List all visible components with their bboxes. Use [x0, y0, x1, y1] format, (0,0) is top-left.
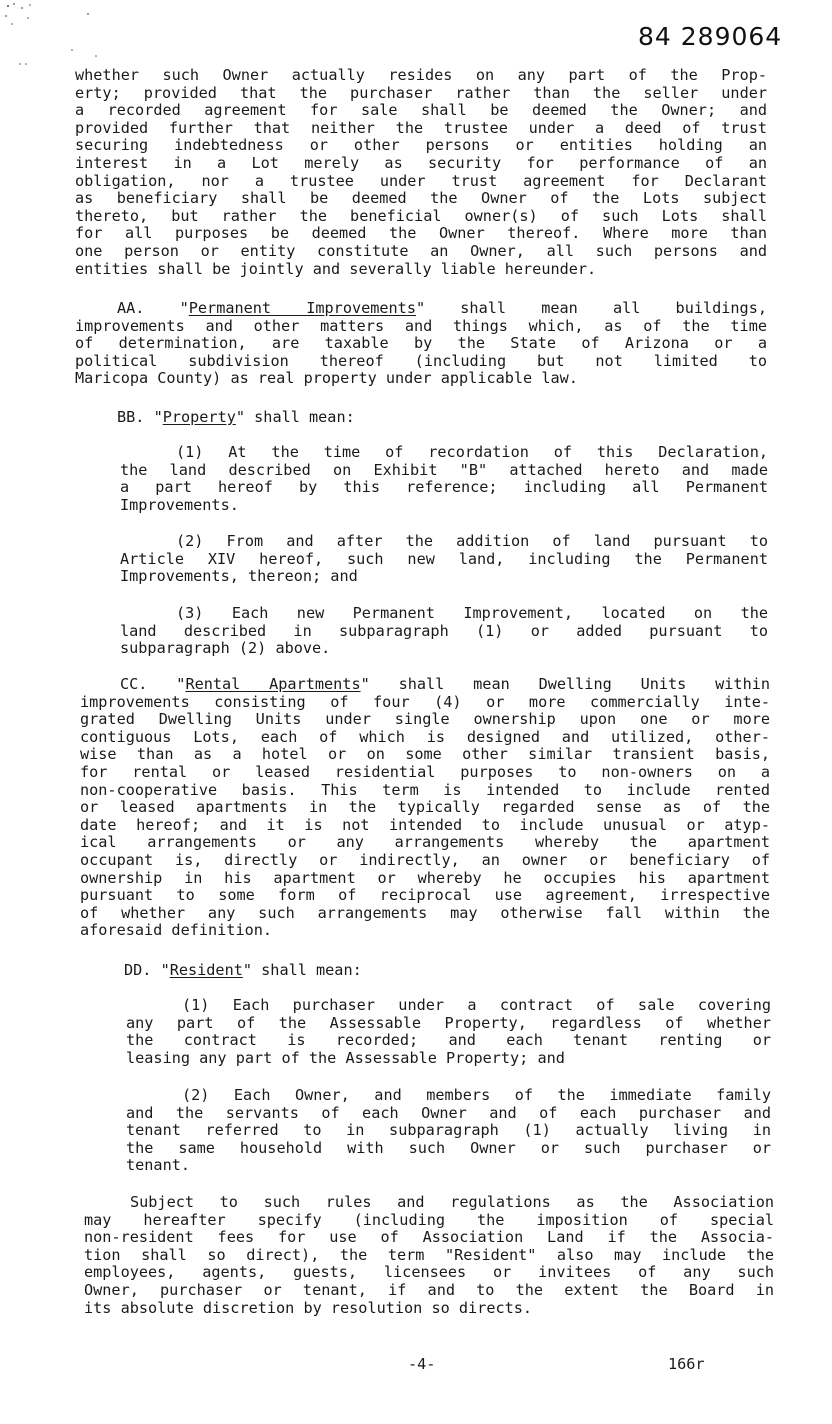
text-line: entities shall be jointly and severally liable hereunder.	[75, 260, 597, 278]
cc-prefix: CC. "	[120, 676, 186, 693]
text-line: provided further that neither the trustee under a deed of trust	[75, 119, 767, 137]
aa-first-rest: " shall mean all buildings,	[415, 300, 767, 317]
text-line: Improvements, thereon; and	[120, 568, 358, 586]
text-line: one person or entity constitute an Owner, all such persons and	[75, 242, 767, 260]
text-line: political subdivision thereof (including but not limited to	[75, 352, 767, 370]
text-line: leasing any part of the Assessable Property; and	[126, 1049, 565, 1067]
text-line: any part of the Assessable Property, regardless of whether	[126, 1014, 771, 1032]
document-number: 84 289064	[638, 22, 783, 51]
paragraph-bb-2	[120, 533, 768, 586]
text-line: Improvements.	[120, 496, 239, 514]
text-line: or leased apartments in the typically regarded sense as of the	[80, 799, 770, 817]
cc-first-line	[80, 676, 770, 694]
text-line: (1) At the time of recordation of this Declaration,	[176, 444, 768, 461]
text-line: date hereof; and it is not intended to include unusual or atyp-	[80, 816, 770, 834]
paragraph-dd-1	[126, 997, 771, 1067]
text-line: its absolute discretion by resolution so directs.	[84, 1299, 533, 1317]
text-line: aforesaid definition.	[80, 922, 273, 940]
text-line: Maricopa County) as real property under applicable law.	[75, 370, 578, 388]
text-line: tenant referred to in subparagraph (1) actually living in	[126, 1122, 771, 1140]
text-line: (2) Each Owner, and members of the immediate family	[182, 1087, 771, 1104]
text-line: of determination, are taxable by the State of Arizona or a	[75, 335, 767, 353]
text-line: Owner, purchaser or tenant, if and to the extent the Board in	[84, 1281, 774, 1299]
text-line: (3) Each new Permanent Improvement, located on the	[176, 605, 768, 622]
bb-prefix: BB. "	[117, 409, 163, 426]
text-line: pursuant to some form of reciprocal use agreement, irrespective	[80, 887, 770, 905]
cc-term: Rental Apartments	[185, 676, 361, 693]
text-line: for rental or leased residential purposes to non-owners on a	[80, 763, 770, 781]
text-line: tion shall so direct), the term "Resident" also may include the	[84, 1246, 774, 1264]
aa-first-line	[75, 300, 767, 318]
bb-term: Property	[162, 409, 236, 426]
text-line: contiguous Lots, each of which is designed and utilized, other-	[80, 728, 770, 746]
text-line: improvements consisting of four (4) or more commercially inte-	[80, 693, 770, 711]
paragraph-dd-2	[126, 1087, 771, 1175]
page-number: -4-	[408, 1355, 436, 1373]
text-line: ownership in his apartment or whereby he occupies his apartment	[80, 869, 770, 887]
text-line: as beneficiary shall be deemed the Owner of the Lots subject	[75, 190, 767, 208]
text-line: a recorded agreement for sale shall be deemed the Owner; and	[75, 102, 767, 120]
text-line: land described in subparagraph (1) or added pursuant to	[120, 622, 768, 640]
text-line: the land described on Exhibit "B" attached hereto and made	[120, 461, 768, 479]
document-code: 166r	[668, 1355, 705, 1373]
paragraph-bb-3	[120, 605, 768, 658]
text-line: securing indebtedness or other persons or entities holding an	[75, 137, 767, 155]
text-line: non-cooperative basis. This term is intended to include rented	[80, 781, 770, 799]
paragraph-bb-1	[120, 444, 768, 514]
paragraph-owner-definition-continued	[75, 67, 767, 278]
text-line: for all purposes be deemed the Owner thereof. Where more than	[75, 225, 767, 243]
dd-prefix: DD. "	[124, 962, 170, 979]
aa-term: Permanent Improvements	[188, 300, 416, 317]
text-line: improvements and other matters and things which, as of the time	[75, 317, 767, 335]
paragraph-dd-resident	[124, 962, 524, 980]
text-line: Subject to such rules and regulations as the Association	[130, 1194, 774, 1211]
dd-rest: " shall mean:	[242, 962, 362, 979]
text-line: occupant is, directly or indirectly, an owner or beneficiary of	[80, 851, 770, 869]
paragraph-cc-rental-apartments	[80, 676, 770, 940]
paragraph-bb-property	[117, 409, 517, 427]
text-line: the contract is recorded; and each tenant renting or	[126, 1032, 771, 1050]
text-line: thereto, but rather the beneficial owner(s) of such Lots shall	[75, 207, 767, 225]
text-line: subparagraph (2) above.	[120, 640, 331, 658]
paragraph-aa-permanent-improvements	[75, 300, 767, 388]
text-line: obligation, nor a trustee under trust agreement for Declarant	[75, 172, 767, 190]
text-line: wise than as a hotel or on some other similar transient basis,	[80, 746, 770, 764]
text-line: non-resident fees for use of Association Land if the Associa-	[84, 1229, 774, 1247]
dd-term: Resident	[169, 962, 243, 979]
aa-prefix: AA. "	[117, 300, 189, 317]
scan-specks	[0, 0, 120, 70]
bb-rest: " shall mean:	[235, 409, 355, 426]
paragraph-resident-rules	[84, 1194, 774, 1317]
text-line: ical arrangements or any arrangements whereby the apartment	[80, 834, 770, 852]
text-line: interest in a Lot merely as security for performance of an	[75, 154, 767, 172]
text-line: the same household with such Owner or such purchaser or	[126, 1139, 771, 1157]
text-line: (2) From and after the addition of land pursuant to	[176, 533, 768, 550]
text-line: (1) Each purchaser under a contract of sale covering	[182, 997, 771, 1014]
text-line: Article XIV hereof, such new land, including the Permanent	[120, 550, 768, 568]
text-line: grated Dwelling Units under single ownership upon one or more	[80, 711, 770, 729]
text-line: and the servants of each Owner and of each purchaser and	[126, 1104, 771, 1122]
cc-first-rest: " shall mean Dwelling Units within	[360, 676, 770, 693]
text-line: tenant.	[126, 1157, 191, 1175]
text-line: may hereafter specify (including the imposition of special	[84, 1211, 774, 1229]
text-line: a part hereof by this reference; including all Permanent	[120, 479, 768, 497]
text-line: erty; provided that the purchaser rather than the seller under	[75, 84, 767, 102]
text-line: employees, agents, guests, licensees or invitees of any such	[84, 1264, 774, 1282]
text-line: of whether any such arrangements may otherwise fall within the	[80, 904, 770, 922]
text-line: whether such Owner actually resides on any part of the Prop-	[75, 67, 767, 84]
